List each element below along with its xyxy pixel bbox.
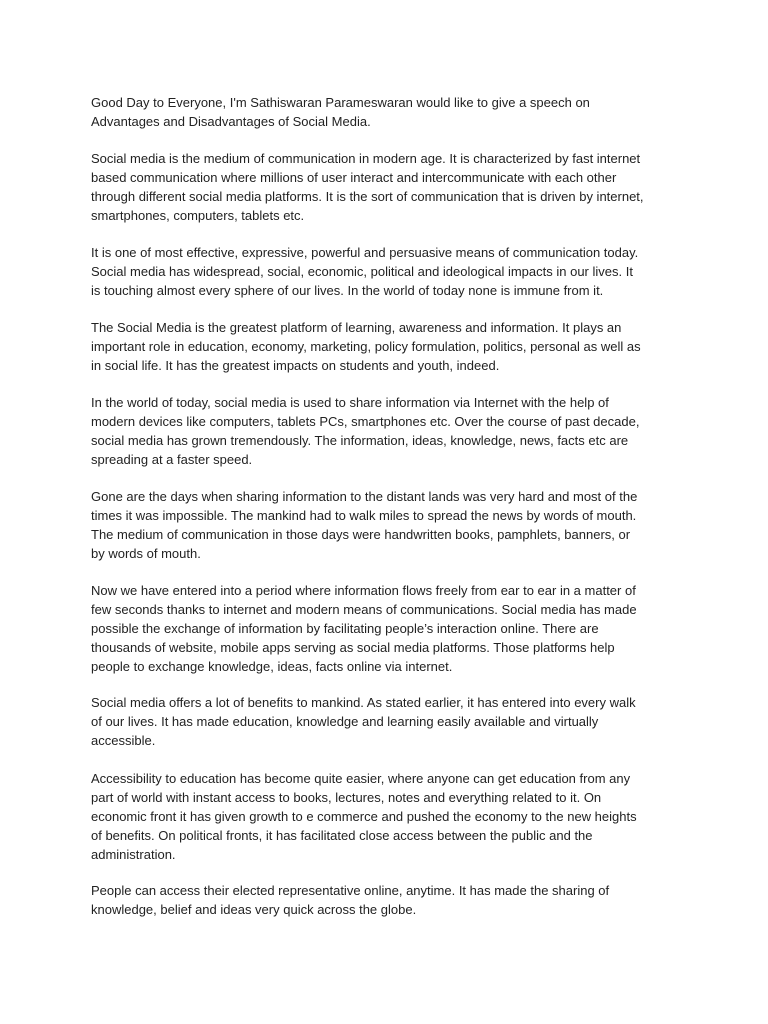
paragraph-definition: Social media is the medium of communication in modern age. It is characterized by fast internet based communication where millions of user interact and intercommunicate with each other through different social media platforms. It is the sort of communication that is driven by internet, smartphones, computers, tablets etc. [91,151,644,223]
paragraph-effectiveness: It is one of most effective, expressive, powerful and persuasive means of communication today. Social media has widespread, social, economic, political and ideological impacts in our lives. It is touching almost every sphere of our lives. In the world of today none is immune from it. [91,245,639,298]
paragraph-platform: The Social Media is the greatest platform of learning, awareness and information. It plays an important role in education, economy, marketing, policy formulation, politics, personal as well as in social life. It has the greatest impacts on students and youth, indeed. [91,320,641,373]
paragraph-sharing: In the world of today, social media is used to share information via Internet with the help of modern devices like computers, tablets PCs, smartphones etc. Over the course of past decade, social media has grown tremendously. The information, ideas, knowledge, news, facts etc are spreading at a faster speed. [91,395,640,467]
paragraph-intro: Good Day to Everyone, I'm Sathiswaran Parameswaran would like to give a speech on Advantages and Disadvantages of Social Media. [91,95,590,129]
paragraph-accessibility: Accessibility to education has become quite easier, where anyone can get education from any part of world with instant access to books, lectures, notes and everything related to it. On economic front it has given growth to e commerce and pushed the economy to the new heights of benefits. On political fronts, it has facilitated close access between the public and the administration. [91,771,637,862]
paragraph-history: Gone are the days when sharing information to the distant lands was very hard and most of the times it was impossible. The mankind had to walk miles to spread the news by words of mouth. The medium of communication in those days were handwritten books, pamphlets, banners, or by words of mouth. [91,489,638,561]
paragraph-benefits: Social media offers a lot of benefits to mankind. As stated earlier, it has entered into every walk of our lives. It has made education, knowledge and learning easily available and virtually accessible. [91,695,636,748]
paragraph-representatives: People can access their elected representative online, anytime. It has made the sharing of knowledge, belief and ideas very quick across the globe. [91,883,610,917]
paragraph-modern-era: Now we have entered into a period where information flows freely from ear to ear in a matter of few seconds thanks to internet and modern means of communications. Social media has made possible the exchange of information by facilitating people’s interaction online. There are thousands of website, mobile apps serving as social media platforms. Those platforms help people to exchange knowledge, ideas, facts online via internet. [91,583,637,674]
